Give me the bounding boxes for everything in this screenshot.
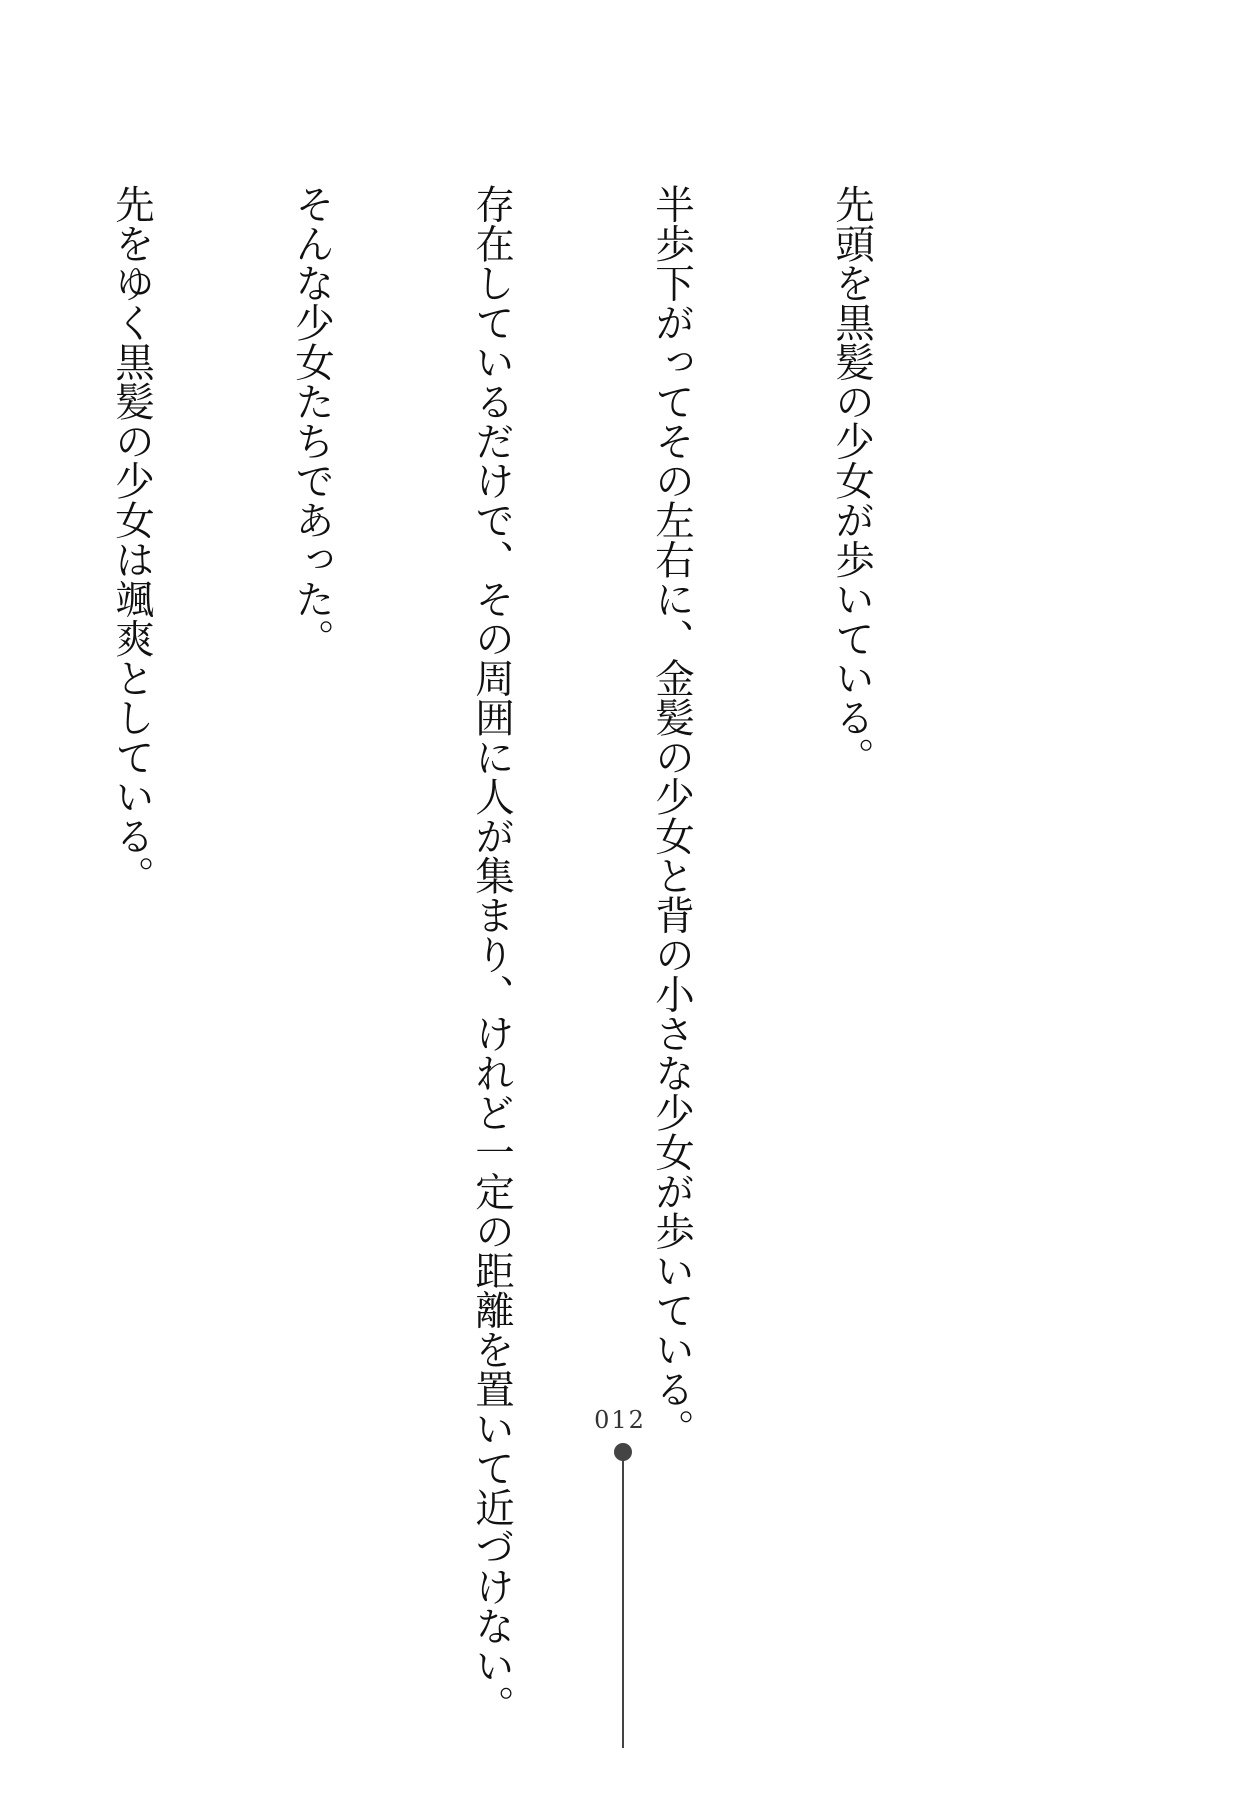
page-marker-line [622,1459,624,1748]
body-text [109,184,1002,1725]
text-line: 先頭を黒髪の少女が歩いている。 [829,184,875,777]
text-line: 半歩下がってその左右に、金髪の少女と背の小さな少女が歩いている。 [649,184,695,1448]
text-line: 先をゆく黒髪の少女は颯爽としている。 [109,184,155,895]
page-number: 012 [594,1406,646,1434]
text-line: 存在しているだけで、その周囲に人が集まり、けれど一定の距離を置いて近づけない。 [469,184,515,1725]
text-line: そんな少女たちであった。 [289,184,335,658]
